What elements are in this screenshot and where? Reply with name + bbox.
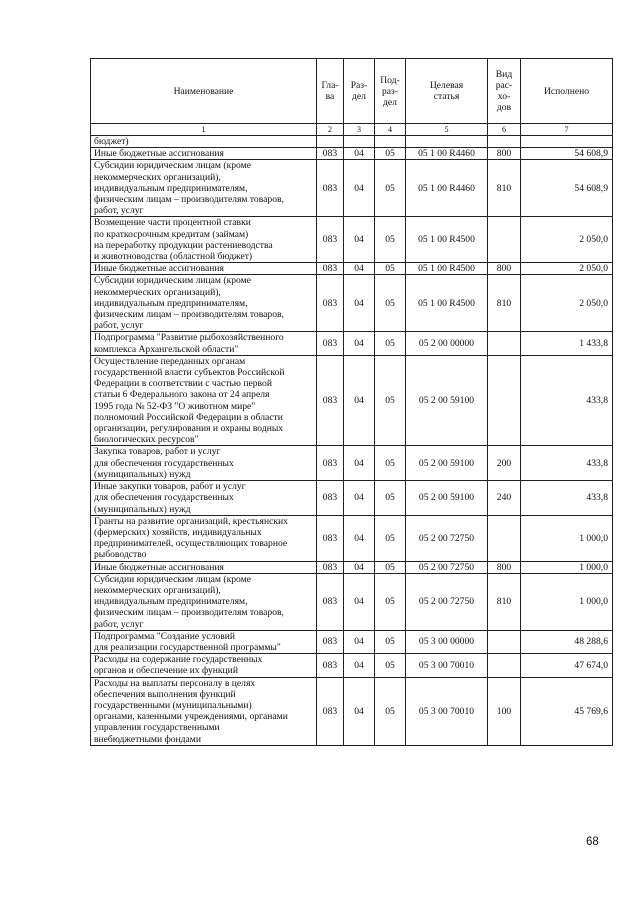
row-amount-cell: 433,8 bbox=[521, 446, 613, 481]
row-section-cell: 04 bbox=[344, 160, 375, 217]
row-chapter-cell: 083 bbox=[317, 561, 344, 573]
row-name-cell: Гранты на развитие организаций, крестьянских (фермерских) хозяйств, индивидуальных предпринимателей, осуществляющих товарное рыбоводство bbox=[91, 515, 317, 561]
row-amount-cell: 1 000,0 bbox=[521, 561, 613, 573]
row-amount-cell: 2 050,0 bbox=[521, 275, 613, 332]
header-target: Целевая статья bbox=[406, 59, 488, 124]
header-section: Раз- дел bbox=[344, 59, 375, 124]
row-target-cell: 05 2 00 72750 bbox=[406, 573, 488, 630]
row-expense-type-cell: 240 bbox=[488, 481, 521, 516]
row-name-cell: Субсидии юридическим лицам (кроме некоммерческих организаций), индивидуальным предпринимателям, физическим лицам – производителям товаров, работ, услуг bbox=[91, 275, 317, 332]
row-chapter-cell: 083 bbox=[317, 217, 344, 263]
page-number: 68 bbox=[586, 836, 599, 848]
header-chapter: Гла- ва bbox=[317, 59, 344, 124]
row-expense-type-cell bbox=[488, 332, 521, 355]
table-row bbox=[91, 654, 613, 677]
table-row bbox=[91, 573, 613, 630]
row-subsection-cell bbox=[375, 136, 406, 148]
table-row bbox=[91, 263, 613, 275]
table-row bbox=[91, 275, 613, 332]
row-target-cell: 05 2 00 00000 bbox=[406, 332, 488, 355]
row-name-cell: Подпрограмма "Развитие рыбохозяйственного комплекса Архангельской области" bbox=[91, 332, 317, 355]
header-row bbox=[91, 59, 613, 124]
row-chapter-cell: 083 bbox=[317, 275, 344, 332]
row-amount-cell: 1 000,0 bbox=[521, 573, 613, 630]
row-chapter-cell: 083 bbox=[317, 332, 344, 355]
row-subsection-cell: 05 bbox=[375, 275, 406, 332]
row-chapter-cell: 083 bbox=[317, 446, 344, 481]
row-name-cell: бюджет) bbox=[91, 136, 317, 148]
row-section-cell: 04 bbox=[344, 515, 375, 561]
row-chapter-cell: 083 bbox=[317, 263, 344, 275]
row-section-cell: 04 bbox=[344, 275, 375, 332]
table-row bbox=[91, 332, 613, 355]
budget-table bbox=[90, 58, 613, 746]
row-amount-cell: 48 288,6 bbox=[521, 630, 613, 653]
row-expense-type-cell bbox=[488, 217, 521, 263]
row-section-cell: 04 bbox=[344, 561, 375, 573]
row-chapter-cell: 083 bbox=[317, 160, 344, 217]
row-name-cell: Закупка товаров, работ и услуг для обеспечения государственных (муниципальных) нужд bbox=[91, 446, 317, 481]
row-section-cell: 04 bbox=[344, 217, 375, 263]
row-expense-type-cell: 800 bbox=[488, 263, 521, 275]
row-subsection-cell: 05 bbox=[375, 481, 406, 516]
row-chapter-cell: 083 bbox=[317, 355, 344, 446]
row-name-cell: Субсидии юридическим лицам (кроме некоммерческих организаций), индивидуальным предпринимателям, физическим лицам – производителям товаров, работ, услуг bbox=[91, 160, 317, 217]
row-expense-type-cell: 810 bbox=[488, 573, 521, 630]
row-target-cell: 05 3 00 70010 bbox=[406, 654, 488, 677]
row-subsection-cell: 05 bbox=[375, 160, 406, 217]
header-expense-type: Вид рас- хо- дов bbox=[488, 59, 521, 124]
row-section-cell: 04 bbox=[344, 654, 375, 677]
row-amount-cell: 1 433,8 bbox=[521, 332, 613, 355]
row-subsection-cell: 05 bbox=[375, 148, 406, 160]
row-name-cell: Иные бюджетные ассигнования bbox=[91, 561, 317, 573]
row-subsection-cell: 05 bbox=[375, 677, 406, 745]
row-expense-type-cell bbox=[488, 355, 521, 446]
column-number: 5 bbox=[406, 124, 488, 136]
row-section-cell: 04 bbox=[344, 446, 375, 481]
row-name-cell: Иные закупки товаров, работ и услуг для обеспечения государственных (муниципальных) нужд bbox=[91, 481, 317, 516]
row-name-cell: Субсидии юридическим лицам (кроме некоммерческих организаций), индивидуальным предпринимателям, физическим лицам – производителям товаров, работ, услуг bbox=[91, 573, 317, 630]
row-target-cell: 05 2 00 59100 bbox=[406, 446, 488, 481]
column-number-row bbox=[91, 124, 613, 136]
table-row bbox=[91, 630, 613, 653]
row-subsection-cell: 05 bbox=[375, 573, 406, 630]
row-name-cell: Расходы на выплаты персоналу в целях обеспечения выполнения функций государственными (муниципальными) органами, казенными учреждениями, органами управления государственными внебюджетными фондами bbox=[91, 677, 317, 745]
row-target-cell: 05 1 00 R4500 bbox=[406, 275, 488, 332]
row-chapter-cell: 083 bbox=[317, 148, 344, 160]
table-body bbox=[91, 136, 613, 746]
row-chapter-cell: 083 bbox=[317, 573, 344, 630]
row-amount-cell: 54 608,9 bbox=[521, 160, 613, 217]
row-subsection-cell: 05 bbox=[375, 654, 406, 677]
column-number: 7 bbox=[521, 124, 613, 136]
column-number: 4 bbox=[375, 124, 406, 136]
row-expense-type-cell: 800 bbox=[488, 561, 521, 573]
row-subsection-cell: 05 bbox=[375, 332, 406, 355]
row-subsection-cell: 05 bbox=[375, 630, 406, 653]
column-number: 3 bbox=[344, 124, 375, 136]
row-target-cell: 05 3 00 00000 bbox=[406, 630, 488, 653]
row-chapter-cell: 083 bbox=[317, 515, 344, 561]
row-amount-cell: 45 769,6 bbox=[521, 677, 613, 745]
row-expense-type-cell bbox=[488, 515, 521, 561]
row-target-cell: 05 2 00 59100 bbox=[406, 355, 488, 446]
row-target-cell: 05 1 00 R4500 bbox=[406, 217, 488, 263]
row-amount-cell: 433,8 bbox=[521, 355, 613, 446]
row-chapter-cell: 083 bbox=[317, 677, 344, 745]
row-subsection-cell: 05 bbox=[375, 355, 406, 446]
row-section-cell bbox=[344, 136, 375, 148]
row-name-cell: Возмещение части процентной ставки по краткосрочным кредитам (займам) на переработку продукции растениеводства и животноводства (областной бюджет) bbox=[91, 217, 317, 263]
table-row bbox=[91, 481, 613, 516]
row-amount-cell bbox=[521, 136, 613, 148]
row-section-cell: 04 bbox=[344, 573, 375, 630]
table-row bbox=[91, 148, 613, 160]
row-target-cell: 05 1 00 R4460 bbox=[406, 148, 488, 160]
row-amount-cell: 2 050,0 bbox=[521, 217, 613, 263]
row-subsection-cell: 05 bbox=[375, 561, 406, 573]
row-name-cell: Подпрограмма "Создание условий для реализации государственной программы" bbox=[91, 630, 317, 653]
table-row bbox=[91, 217, 613, 263]
row-expense-type-cell bbox=[488, 630, 521, 653]
row-subsection-cell: 05 bbox=[375, 263, 406, 275]
row-amount-cell: 47 674,0 bbox=[521, 654, 613, 677]
table-row bbox=[91, 136, 613, 148]
row-name-cell: Расходы на содержание государственных органов и обеспечение их функций bbox=[91, 654, 317, 677]
row-chapter-cell: 083 bbox=[317, 481, 344, 516]
header-executed: Исполнено bbox=[521, 59, 613, 124]
row-section-cell: 04 bbox=[344, 677, 375, 745]
table-row bbox=[91, 160, 613, 217]
column-number: 2 bbox=[317, 124, 344, 136]
row-amount-cell: 433,8 bbox=[521, 481, 613, 516]
header-name: Наименование bbox=[91, 59, 317, 124]
table-row bbox=[91, 355, 613, 446]
row-subsection-cell: 05 bbox=[375, 217, 406, 263]
row-chapter-cell: 083 bbox=[317, 654, 344, 677]
table-row bbox=[91, 515, 613, 561]
row-expense-type-cell: 810 bbox=[488, 275, 521, 332]
row-amount-cell: 54 608,9 bbox=[521, 148, 613, 160]
row-expense-type-cell: 810 bbox=[488, 160, 521, 217]
row-section-cell: 04 bbox=[344, 630, 375, 653]
row-target-cell: 05 1 00 R4460 bbox=[406, 160, 488, 217]
row-section-cell: 04 bbox=[344, 481, 375, 516]
row-name-cell: Иные бюджетные ассигнования bbox=[91, 263, 317, 275]
row-subsection-cell: 05 bbox=[375, 515, 406, 561]
column-number: 6 bbox=[488, 124, 521, 136]
row-expense-type-cell bbox=[488, 136, 521, 148]
table-row bbox=[91, 446, 613, 481]
row-expense-type-cell: 100 bbox=[488, 677, 521, 745]
row-section-cell: 04 bbox=[344, 332, 375, 355]
row-target-cell: 05 2 00 59100 bbox=[406, 481, 488, 516]
row-amount-cell: 1 000,0 bbox=[521, 515, 613, 561]
row-chapter-cell: 083 bbox=[317, 630, 344, 653]
row-target-cell: 05 2 00 72750 bbox=[406, 561, 488, 573]
header-subsection: Под- раз- дел bbox=[375, 59, 406, 124]
row-target-cell: 05 3 00 70010 bbox=[406, 677, 488, 745]
row-section-cell: 04 bbox=[344, 355, 375, 446]
row-expense-type-cell bbox=[488, 654, 521, 677]
row-target-cell bbox=[406, 136, 488, 148]
row-expense-type-cell: 800 bbox=[488, 148, 521, 160]
row-section-cell: 04 bbox=[344, 148, 375, 160]
row-name-cell: Иные бюджетные ассигнования bbox=[91, 148, 317, 160]
row-target-cell: 05 1 00 R4500 bbox=[406, 263, 488, 275]
table-row bbox=[91, 561, 613, 573]
table-row bbox=[91, 677, 613, 745]
row-subsection-cell: 05 bbox=[375, 446, 406, 481]
column-number: 1 bbox=[91, 124, 317, 136]
row-expense-type-cell: 200 bbox=[488, 446, 521, 481]
row-chapter-cell bbox=[317, 136, 344, 148]
row-name-cell: Осуществление переданных органам государственной власти субъектов Российской Федерации в соответствии с частью первой статьи 6 Федерального закона от 24 апреля 1995 года № 52-ФЗ "О животном мире" полномочий Российской Федерации в области организации, регулирования и охраны водных биологических ресурсов" bbox=[91, 355, 317, 446]
row-target-cell: 05 2 00 72750 bbox=[406, 515, 488, 561]
row-amount-cell: 2 050,0 bbox=[521, 263, 613, 275]
row-section-cell: 04 bbox=[344, 263, 375, 275]
